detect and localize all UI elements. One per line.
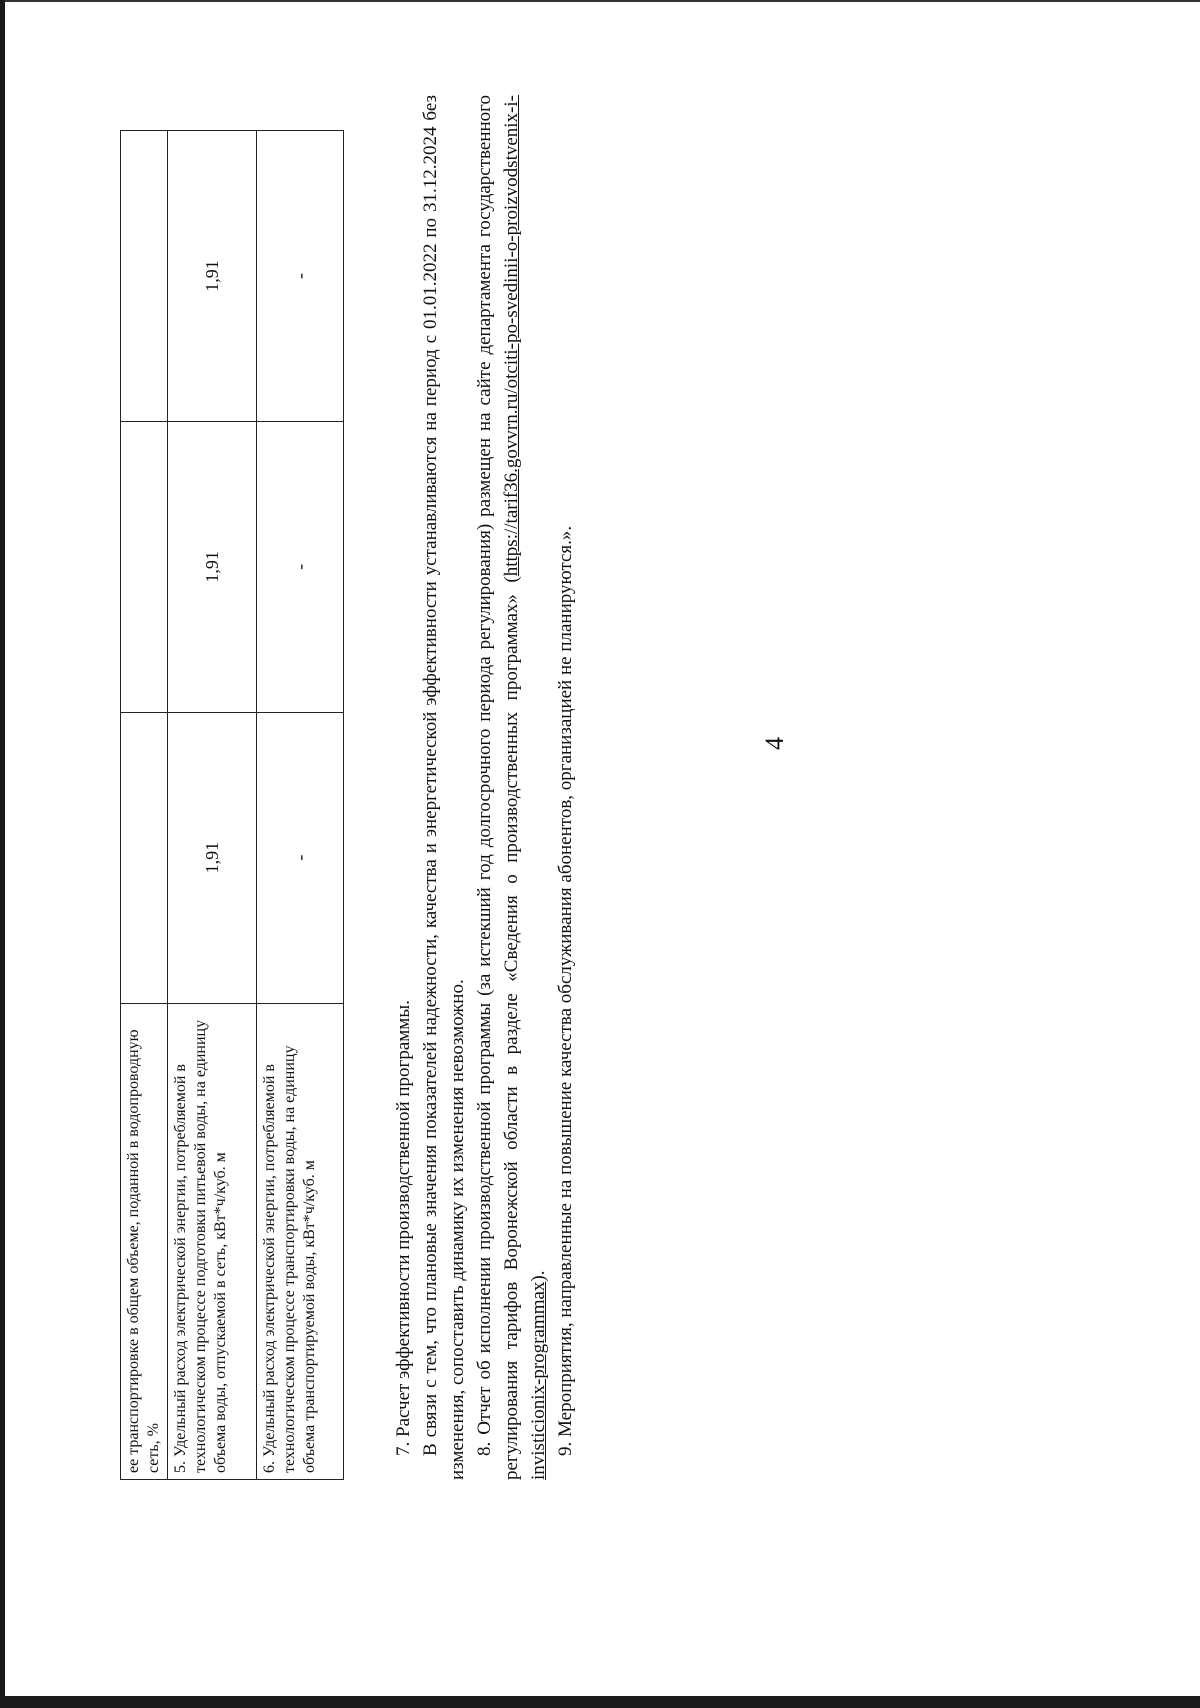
row-value: 1,91: [168, 421, 257, 712]
table-row: [121, 131, 168, 1480]
scan-bottom-edge: [0, 1696, 1200, 1708]
indicators-table: [120, 130, 344, 1480]
section-9-text: 9. Мероприятия, направленные на повышение качества обслуживания абонентов, организацией не планируются.».: [555, 525, 576, 1456]
row-value: 1,91: [168, 712, 257, 1003]
row-value: 1,91: [168, 131, 257, 422]
tariff-site-link[interactable]: https://tarif36.govvrn.ru/otciti-po-svedinii-o-proizvodstvenix-i-invisticionix-programmax: [501, 95, 549, 1480]
scan-top-edge: [0, 0, 1200, 2]
table-row: [168, 131, 257, 1480]
row-value: -: [257, 131, 344, 422]
section-8-text: [471, 95, 552, 1480]
document-body: [390, 95, 579, 1480]
rotated-page-content: [100, 80, 1060, 1540]
row-value: -: [257, 712, 344, 1003]
scan-left-edge: [0, 0, 5, 1708]
row-value: [121, 131, 168, 422]
section-7-title: 7. Расчет эффективности производственной программы.: [393, 1000, 414, 1456]
row-value: [121, 712, 168, 1003]
row-label: 6. Удельный расход электрической энергии, потребляемой в технологическом процессе транспортировки воды, на единицу объема транспортируемой воды, кВт*ч/куб. м: [257, 1003, 344, 1479]
table-row: [257, 131, 344, 1480]
section-7-text: В связи с тем, что плановые значения показателей надежности, качества и энергетической эффективности устанавливаются на период с 01.01.2022 по 31.12.2024 без изменения, сопоставить динамику их изменения невозможно.: [420, 95, 468, 1480]
row-label: ее транспортировке в общем объеме, поданной в водопроводную сеть, %: [121, 1003, 168, 1479]
page-number: 4: [760, 737, 789, 750]
section-8-text-after: ).: [528, 1270, 549, 1282]
row-value: -: [257, 421, 344, 712]
row-label: 5. Удельный расход электрической энергии, потребляемой в технологическом процессе подготовки питьевой воды, на единицу объема воды, отпускаемой в сеть, кВт*ч/куб. м: [168, 1003, 257, 1479]
section-8-text-before: 8. Отчет об исполнении производственной программы (за истекший год долгосрочного периода регулирования) размещен на сайте департамента государственного регулирования тарифов Воронежской области в разделе «Сведения о производственных программах» (: [474, 95, 522, 1480]
row-value: [121, 421, 168, 712]
